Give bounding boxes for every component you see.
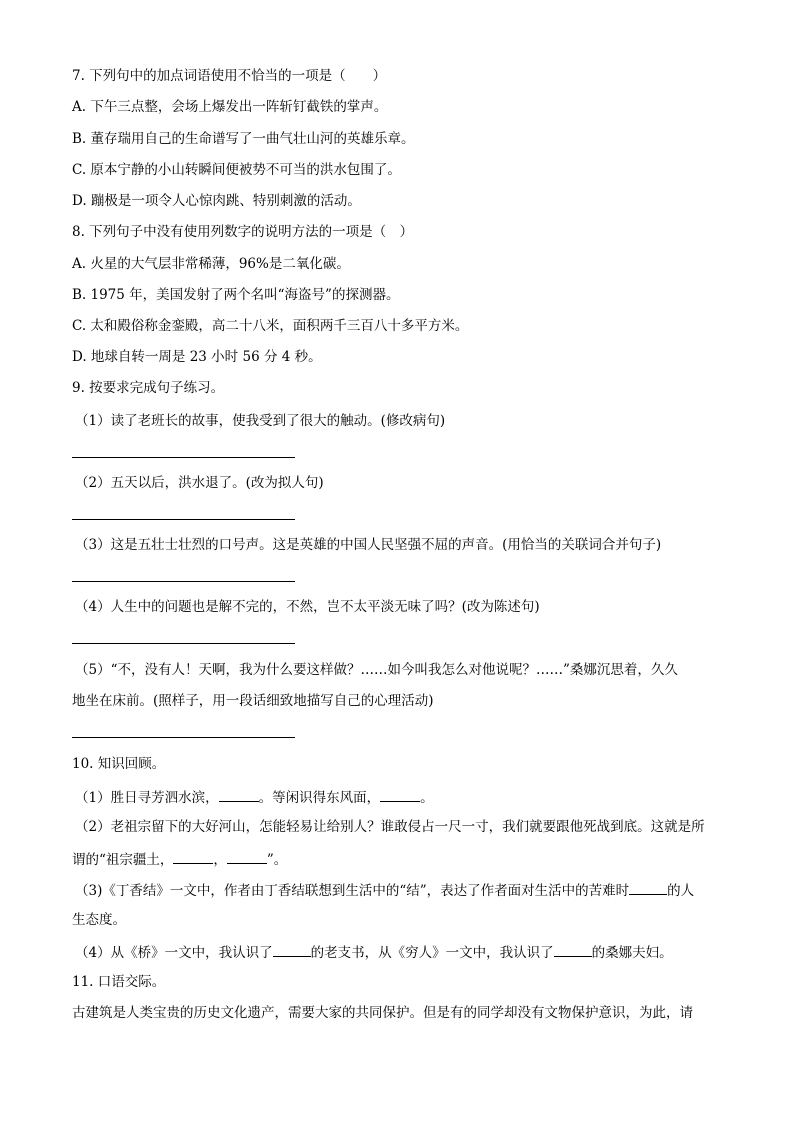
q9-item-5-line-2: 地坐在床前。(照样子，用一段话细致地描写自己的心理活动) bbox=[72, 693, 434, 709]
q10-item-3-line-1 bbox=[75, 880, 694, 900]
q8-option-c: C. 太和殿俗称金銮殿，高二十八米，面积两千三百八十多平方米。 bbox=[72, 318, 469, 334]
q10-item-1 bbox=[75, 787, 434, 807]
q10-stem: 10. 知识回顾。 bbox=[72, 756, 166, 772]
q10-item-2-blank-1[interactable] bbox=[173, 849, 213, 864]
q9-answer-line-3[interactable] bbox=[72, 581, 295, 582]
q10-item-2-line-2 bbox=[72, 849, 287, 869]
q10-item-1-text-a: （1）胜日寻芳泗水滨， bbox=[75, 790, 219, 806]
q10-item-1-blank-1[interactable] bbox=[219, 787, 259, 802]
q9-answer-line-5[interactable] bbox=[72, 737, 295, 738]
q10-item-4-text-c: 的桑娜夫妇。 bbox=[591, 945, 673, 961]
q10-item-2-line-1: （2）老祖宗留下的大好河山，怎能轻易让给别人？谁敢侵占一尺一寸，我们就要跟他死战到底。这就是所 bbox=[75, 819, 705, 835]
q7-option-a: A. 下午三点整，会场上爆发出一阵斩钉截铁的掌声。 bbox=[72, 99, 388, 115]
q10-item-4-blank-2[interactable] bbox=[554, 942, 592, 957]
q9-item-3: （3）这是五壮士壮烈的口号声。这是英雄的中国人民坚强不屈的声音。(用恰当的关联词合并句子) bbox=[75, 537, 662, 553]
q10-item-3-line-2: 生态度。 bbox=[72, 912, 126, 928]
q9-stem: 9. 按要求完成句子练习。 bbox=[72, 380, 225, 396]
q9-item-5-line-1: （5）“不，没有人！天啊，我为什么要这样做？……如今叫我怎么对他说呢？……”桑娜沉思着，久久 bbox=[75, 662, 678, 678]
q10-item-4-text-b: 的老支书，从《穷人》一文中，我认识了 bbox=[310, 945, 554, 961]
q10-item-1-text-b: 。等闲识得东风面， bbox=[258, 790, 381, 806]
q10-item-2-text-a: 谓的“祖宗疆土， bbox=[72, 852, 174, 868]
q10-item-4-blank-1[interactable] bbox=[273, 942, 311, 957]
q7-option-c: C. 原本宁静的小山转瞬间便被势不可当的洪水包围了。 bbox=[72, 162, 401, 178]
q8-option-b: B. 1975 年，美国发射了两个名叫“海盗号”的探测器。 bbox=[72, 287, 400, 303]
q10-item-2-text-b: ， bbox=[213, 852, 227, 868]
q9-answer-line-4[interactable] bbox=[72, 643, 295, 644]
q11-text: 古建筑是人类宝贵的历史文化遗产，需要大家的共同保护。但是有的同学却没有文物保护意识，为此，请 bbox=[72, 1005, 693, 1021]
q9-item-2: （2）五天以后，洪水退了。(改为拟人句) bbox=[75, 475, 324, 491]
q7-option-d: D. 蹦极是一项令人心惊肉跳、特别刺激的活动。 bbox=[72, 193, 361, 209]
q10-item-4 bbox=[75, 942, 673, 962]
q10-item-3-text-a: （3)《丁香结》一文中，作者由丁香结联想到生活中的“结”，表达了作者面对生活中的苦难时 bbox=[75, 883, 630, 899]
q11-stem: 11. 口语交际。 bbox=[72, 974, 166, 990]
q10-item-1-text-c: 。 bbox=[420, 790, 434, 806]
q9-item-1: （1）读了老班长的故事，使我受到了很大的触动。(修改病句) bbox=[75, 413, 446, 429]
q8-option-a: A. 火星的大气层非常稀薄，96%是二氧化碳。 bbox=[72, 256, 350, 272]
q10-item-3-text-b: 的人 bbox=[667, 883, 695, 899]
q9-answer-line-2[interactable] bbox=[72, 519, 295, 520]
q9-item-4: （4）人生中的问题也是解不完的，不然，岂不太平淡无味了吗？(改为陈述句) bbox=[75, 599, 540, 615]
q10-item-4-text-a: （4）从《桥》一文中，我认识了 bbox=[75, 945, 273, 961]
q8-option-d: D. 地球自转一周是 23 小时 56 分 4 秒。 bbox=[72, 349, 322, 365]
q8-stem: 8. 下列句子中没有使用列数字的说明方法的一项是（ ） bbox=[72, 224, 414, 240]
q7-stem: 7. 下列句中的加点词语使用不恰当的一项是（ ） bbox=[72, 68, 387, 84]
q10-item-3-blank[interactable] bbox=[629, 880, 667, 895]
q7-option-b: B. 董存瑞用自己的生命谱写了一曲气壮山河的英雄乐章。 bbox=[72, 131, 415, 147]
q10-item-2-blank-2[interactable] bbox=[227, 849, 267, 864]
q10-item-1-blank-2[interactable] bbox=[380, 787, 420, 802]
q9-answer-line-1[interactable] bbox=[72, 457, 295, 458]
q10-item-2-text-c: ”。 bbox=[266, 852, 288, 868]
